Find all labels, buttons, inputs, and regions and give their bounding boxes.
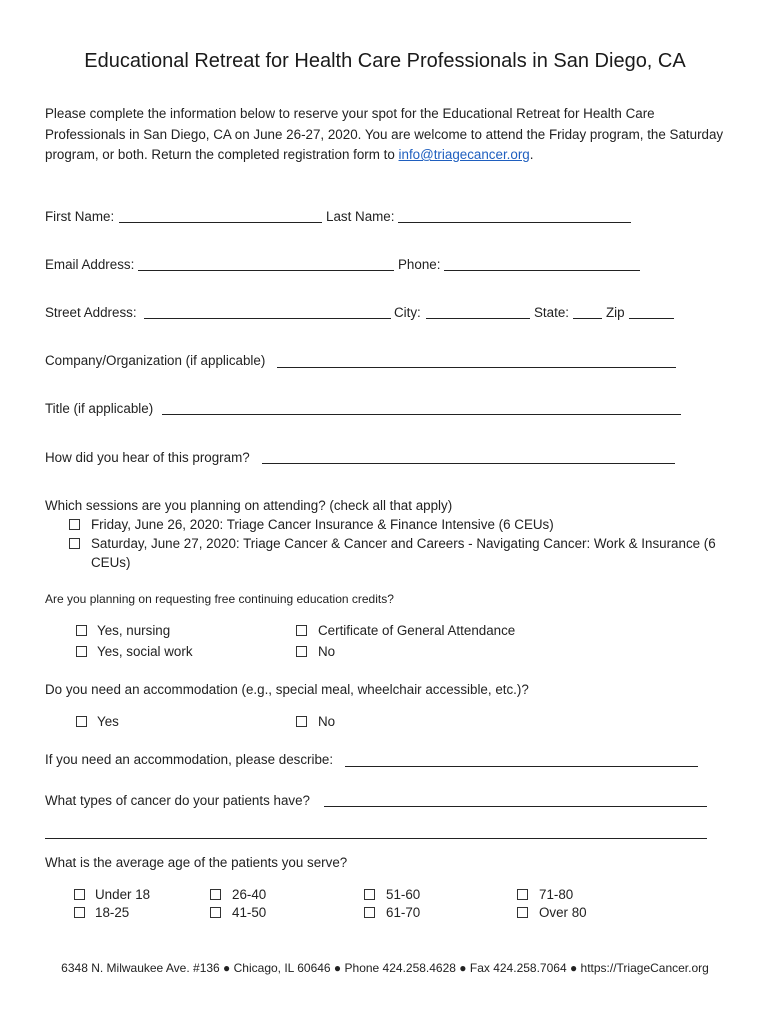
city-label: City: [394,305,421,320]
cancer-types-field-line2[interactable] [45,838,707,839]
accommodation-describe-field[interactable] [345,766,698,767]
age-18-25-checkbox[interactable] [74,907,85,918]
street-field[interactable] [144,318,391,319]
zip-label: Zip [606,305,625,320]
state-field[interactable] [573,318,602,319]
company-label: Company/Organization (if applicable) [45,353,266,368]
accommodation-question: Do you need an accommodation (e.g., special meal, wheelchair accessible, etc.)? [45,682,529,697]
job-title-label: Title (if applicable) [45,401,154,416]
first-name-field[interactable] [119,222,322,223]
accommodation-yes-label: Yes [97,714,119,729]
credit-nursing-checkbox[interactable] [76,625,87,636]
credit-social-work-checkbox[interactable] [76,646,87,657]
credits-question: Are you planning on requesting free continuing education credits? [45,592,394,606]
session-friday-checkbox[interactable] [69,519,80,530]
age-41-50-label: 41-50 [232,905,267,920]
session-saturday-label-cont: CEUs) [91,555,131,570]
email-field[interactable] [138,270,394,271]
credit-no-checkbox[interactable] [296,646,307,657]
last-name-label: Last Name: [326,209,395,224]
age-18-25-label: 18-25 [95,905,130,920]
city-field[interactable] [426,318,530,319]
age-71-80-label: 71-80 [539,887,574,902]
credit-social-work-label: Yes, social work [97,644,193,659]
age-51-60-label: 51-60 [386,887,421,902]
sessions-question: Which sessions are you planning on attending? (check all that apply) [45,498,453,513]
age-26-40-checkbox[interactable] [210,889,221,900]
phone-label: Phone: [398,257,441,272]
first-name-label: First Name: [45,209,115,224]
age-over-80-label: Over 80 [539,905,587,920]
accommodation-describe-label: If you need an accommodation, please describe: [45,752,334,767]
form-title: Educational Retreat for Health Care Professionals in San Diego, CA [84,50,686,72]
zip-field[interactable] [629,318,674,319]
street-label: Street Address: [45,305,137,320]
accommodation-yes-checkbox[interactable] [76,716,87,727]
age-under-18-checkbox[interactable] [74,889,85,900]
footer-contact: 6348 N. Milwaukee Ave. #136 ● Chicago, IL 60646 ● Phone 424.258.4628 ● Fax 424.258.7064 ● https://TriageCancer.org [61,961,709,975]
cancer-types-field[interactable] [324,806,707,807]
email-label: Email Address: [45,257,135,272]
job-title-field[interactable] [162,414,681,415]
intro-end: . [529,147,534,162]
credit-no-label: No [318,644,336,659]
session-saturday-label: Saturday, June 27, 2020: Triage Cancer & Cancer and Careers - Navigating Cancer: Work & Insurance (6 [91,536,716,551]
session-saturday-checkbox[interactable] [69,538,80,549]
last-name-field[interactable] [398,222,631,223]
company-field[interactable] [277,367,676,368]
email-link[interactable]: info@triagecancer.org [398,147,530,162]
age-71-80-checkbox[interactable] [517,889,528,900]
credit-nursing-label: Yes, nursing [97,623,171,638]
accommodation-no-label: No [318,714,336,729]
hear-label: How did you hear of this program? [45,450,250,465]
age-under-18-label: Under 18 [95,887,151,902]
cancer-types-label: What types of cancer do your patients have? [45,793,310,808]
state-label: State: [534,305,569,320]
phone-field[interactable] [444,270,640,271]
age-61-70-label: 61-70 [386,905,421,920]
credit-certificate-checkbox[interactable] [296,625,307,636]
age-question: What is the average age of the patients you serve? [45,855,348,870]
intro-paragraph [45,104,735,166]
age-41-50-checkbox[interactable] [210,907,221,918]
age-over-80-checkbox[interactable] [517,907,528,918]
age-26-40-label: 26-40 [232,887,267,902]
hear-field[interactable] [262,463,675,464]
age-51-60-checkbox[interactable] [364,889,375,900]
credit-certificate-label: Certificate of General Attendance [318,623,516,638]
accommodation-no-checkbox[interactable] [296,716,307,727]
intro-text: Please complete the information below to reserve your spot for the Educational Retreat for Health Care Professionals in San Diego, CA on June 26-27, 2020. You are welcome to attend the Friday program, the Saturday program, or both. Return the completed registration form to [45,106,724,162]
session-friday-label: Friday, June 26, 2020: Triage Cancer Insurance & Finance Intensive (6 CEUs) [91,517,554,532]
age-61-70-checkbox[interactable] [364,907,375,918]
